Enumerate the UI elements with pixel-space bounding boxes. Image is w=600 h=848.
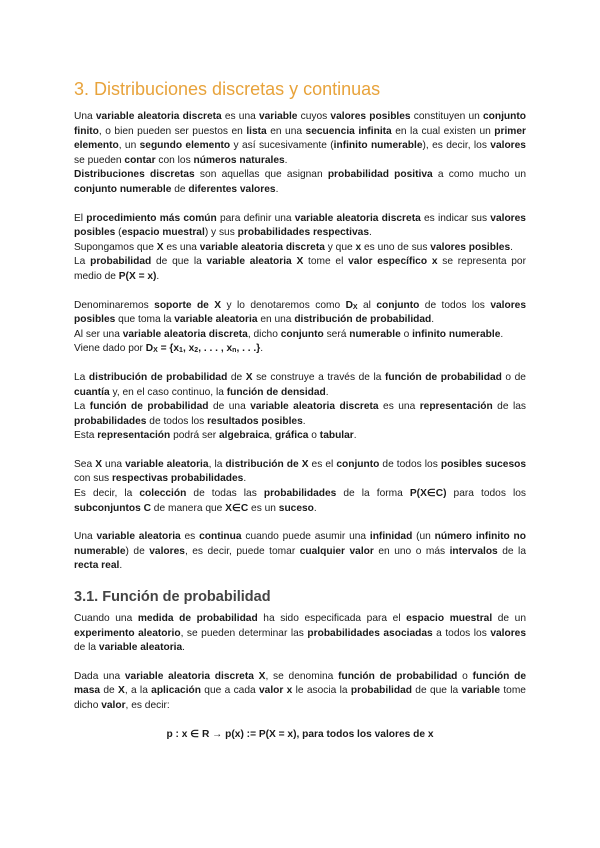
bold-term: conjunto finito bbox=[74, 111, 526, 137]
text-run: , o bien pueden ser puestos en bbox=[98, 125, 247, 137]
text-run: . bbox=[156, 270, 160, 282]
text-run: de todas las bbox=[186, 488, 264, 500]
text-run: para definir una bbox=[216, 212, 295, 224]
text-run: . bbox=[302, 415, 306, 427]
bold-term: conjunto bbox=[376, 299, 420, 311]
text-run: . bbox=[500, 328, 504, 340]
bold-term: X bbox=[245, 371, 253, 383]
text-run: a como mucho un bbox=[432, 169, 526, 181]
text-run: cuando puede asumir una bbox=[241, 531, 370, 543]
text-run: . bbox=[275, 183, 279, 195]
bold-term: x bbox=[355, 241, 362, 253]
bold-term: X∈C bbox=[225, 502, 249, 514]
bold-term: D bbox=[145, 343, 154, 355]
bold-term: variable aleatoria bbox=[98, 642, 183, 654]
text-run: podrá ser bbox=[170, 430, 219, 442]
text-run: ha sido especificada para el bbox=[257, 613, 407, 625]
text-run: , bbox=[269, 430, 276, 442]
text-run: es el bbox=[308, 458, 337, 470]
text-run: de todos los bbox=[379, 458, 441, 470]
bold-term: función de probabilidad bbox=[384, 371, 502, 383]
bold-term: infinito numerable bbox=[333, 140, 423, 152]
text-run: . bbox=[119, 560, 123, 572]
subsection-title: 3.1. Función de probabilidad bbox=[74, 589, 271, 606]
text-run: de bbox=[171, 183, 189, 195]
text-run: Cuando una bbox=[74, 613, 138, 625]
text-run: , es decir: bbox=[125, 700, 170, 711]
bold-term: función de densidad bbox=[226, 386, 326, 398]
text-run: ) y sus bbox=[204, 227, 238, 239]
text-run: en una bbox=[266, 125, 306, 137]
bold-term: , x bbox=[182, 343, 195, 355]
text-run: en una bbox=[257, 314, 295, 326]
text-run: Una bbox=[74, 111, 96, 122]
formula: p : x ∈ R → p(x) := P(X = x), para todos los valores de x bbox=[166, 728, 434, 740]
bold-term: valores bbox=[490, 140, 526, 152]
text-run: con sus bbox=[74, 473, 112, 485]
bold-term: valores bbox=[490, 627, 527, 639]
bold-term: variable aleatoria discreta bbox=[122, 328, 248, 340]
bold-term: continua bbox=[199, 531, 242, 543]
bold-term: variable aleatoria bbox=[96, 531, 181, 543]
bold-term: conjunto bbox=[336, 458, 380, 470]
bold-term: variable bbox=[461, 685, 501, 697]
paragraph bbox=[74, 612, 526, 656]
bold-term: resultados posibles bbox=[207, 415, 303, 427]
text-run: que a cada bbox=[201, 685, 259, 697]
bold-term: conjunto bbox=[280, 328, 324, 340]
bold-term: probabilidades asociadas bbox=[307, 627, 433, 639]
bold-term: , . . . , x bbox=[198, 343, 233, 355]
text-run: . bbox=[510, 241, 513, 253]
bold-term: distribución de probabilidad bbox=[88, 371, 228, 383]
bold-term: = {x bbox=[157, 343, 180, 355]
text-run: , a la bbox=[124, 685, 152, 697]
text-run: y lo denotaremos como bbox=[221, 299, 346, 311]
text-run: Dada una bbox=[74, 670, 125, 682]
text-run: y así sucesivamente ( bbox=[230, 140, 334, 152]
text-run: (un bbox=[412, 531, 435, 543]
bold-term: secuencia infinita bbox=[305, 125, 392, 137]
text-run: de bbox=[100, 685, 119, 697]
text-run: y, en el caso continuo, la bbox=[109, 386, 227, 398]
text-run: de todos los bbox=[146, 415, 208, 427]
text-run: . bbox=[260, 343, 264, 355]
text-run: o bbox=[308, 430, 320, 442]
text-run: se construye a través de la bbox=[252, 371, 385, 383]
bold-term: variable aleatoria discreta bbox=[199, 241, 325, 253]
bold-term: valores posibles bbox=[74, 212, 526, 239]
text-run: de las bbox=[492, 401, 526, 413]
paragraph bbox=[74, 299, 526, 357]
text-run: al bbox=[357, 299, 377, 311]
bold-term: espacio muestral bbox=[406, 613, 493, 625]
text-run: ), es decir, los bbox=[422, 140, 491, 152]
text-run: es uno de sus bbox=[361, 241, 431, 253]
bold-term: probabilidad bbox=[90, 256, 152, 268]
bold-term: tabular bbox=[319, 430, 354, 442]
text-run: o bbox=[457, 670, 473, 682]
text-run: cuyos bbox=[297, 111, 331, 122]
text-run: de una bbox=[208, 401, 251, 413]
text-run: o de bbox=[501, 371, 526, 383]
bold-term: suceso bbox=[278, 502, 314, 514]
text-run: para todos los bbox=[446, 488, 526, 500]
bold-term: n bbox=[232, 347, 237, 355]
bold-term: variable aleatoria discreta bbox=[294, 212, 421, 224]
bold-term: 2 bbox=[194, 347, 199, 355]
text-run: de que la bbox=[412, 685, 462, 697]
text-run: de manera que bbox=[150, 502, 226, 514]
text-run: de todos los bbox=[419, 299, 491, 311]
text-run: de la bbox=[497, 545, 526, 557]
section-body bbox=[74, 110, 526, 574]
bold-term: procedimiento más común bbox=[86, 212, 217, 224]
bold-term: diferentes valores bbox=[188, 183, 276, 195]
text-run: , es decir, puede tomar bbox=[184, 545, 300, 557]
text-run: le asocia la bbox=[292, 685, 351, 697]
bold-term: medida de probabilidad bbox=[137, 613, 258, 625]
text-run: es bbox=[180, 531, 200, 543]
bold-term: representación bbox=[419, 401, 493, 413]
bold-term: cualquier valor bbox=[299, 545, 374, 557]
bold-term: variable aleatoria bbox=[174, 314, 258, 326]
text-run: de la forma bbox=[336, 488, 410, 500]
text-run: o bbox=[400, 328, 413, 340]
text-run: . bbox=[313, 502, 317, 514]
bold-term: probabilidad bbox=[350, 685, 412, 697]
bold-term: conjunto numerable bbox=[74, 183, 172, 195]
text-run: en uno o más bbox=[373, 545, 450, 557]
text-run: La bbox=[74, 256, 91, 268]
bold-term: variable aleatoria discreta bbox=[95, 111, 222, 122]
bold-term: probabilidades bbox=[74, 415, 147, 427]
bold-term: cuantía bbox=[74, 386, 110, 398]
text-run: es un bbox=[248, 502, 279, 514]
paragraph bbox=[74, 110, 526, 198]
text-run: será bbox=[323, 328, 350, 340]
text-run: que toma la bbox=[115, 314, 175, 326]
text-run: son aquellas que asignan bbox=[194, 169, 328, 181]
bold-term: variable bbox=[258, 111, 298, 122]
bold-term: infinidad bbox=[369, 531, 413, 543]
bold-term: experimento aleatorio bbox=[74, 627, 181, 639]
bold-term: gráfica bbox=[275, 430, 309, 442]
bold-term: colección bbox=[139, 488, 187, 500]
bold-term: Distribuciones discretas bbox=[74, 169, 195, 181]
bold-term: , . . .} bbox=[236, 343, 261, 355]
text-run: , dicho bbox=[247, 328, 281, 340]
text-run: Una bbox=[74, 531, 97, 543]
text-run: , se pueden determinar las bbox=[180, 627, 308, 639]
text-run: Supongamos que bbox=[74, 241, 157, 253]
bold-term: variable aleatoria X bbox=[206, 256, 304, 268]
bold-term: X bbox=[153, 347, 158, 355]
bold-term: función de probabilidad bbox=[89, 401, 209, 413]
bold-term: distribución de X bbox=[225, 458, 309, 470]
text-run: se pueden bbox=[74, 154, 125, 166]
text-run: . bbox=[284, 154, 288, 166]
bold-term: número infinito no numerable bbox=[74, 531, 527, 557]
paragraph bbox=[74, 371, 526, 444]
bold-term: segundo elemento bbox=[139, 140, 231, 152]
text-run: constituyen un bbox=[410, 111, 483, 122]
text-run: . bbox=[182, 642, 186, 654]
text-run: tome dicho bbox=[74, 685, 526, 711]
bold-term: D bbox=[345, 299, 353, 311]
bold-term: probabilidades bbox=[263, 488, 337, 500]
text-run: La bbox=[74, 401, 90, 413]
bold-term: función de masa bbox=[74, 670, 527, 697]
text-run: tome el bbox=[303, 256, 349, 268]
text-run: Al ser una bbox=[74, 328, 123, 340]
subsection-body bbox=[74, 612, 526, 714]
bold-term: distribución de probabilidad bbox=[294, 314, 432, 326]
text-run: , la bbox=[208, 458, 226, 470]
bold-term: posibles sucesos bbox=[440, 458, 526, 470]
bold-term: respectivas probabilidades bbox=[111, 473, 244, 485]
bold-term: contar bbox=[124, 154, 156, 166]
bold-term: valor bbox=[101, 700, 126, 711]
text-run: con los bbox=[155, 154, 194, 166]
text-run: . bbox=[243, 473, 247, 485]
text-run: , se denomina bbox=[265, 670, 339, 682]
bold-term: variable aleatoria discreta X bbox=[124, 670, 266, 682]
bold-term: valor x bbox=[259, 685, 293, 697]
bold-term: soporte de X bbox=[154, 299, 222, 311]
text-run: . bbox=[431, 314, 435, 326]
bold-term: valor específico x bbox=[348, 256, 438, 268]
text-run: ) de bbox=[125, 545, 150, 557]
text-run: una bbox=[101, 458, 126, 470]
text-run: , un bbox=[118, 140, 140, 152]
text-run: . bbox=[369, 227, 372, 239]
bold-term: números naturales bbox=[193, 154, 285, 166]
text-run: a todos los bbox=[432, 627, 491, 639]
text-run: de un bbox=[492, 613, 526, 625]
paragraph bbox=[74, 458, 526, 516]
text-run: La bbox=[74, 371, 89, 383]
bold-term: X bbox=[95, 458, 102, 470]
bold-term: variable aleatoria discreta bbox=[250, 401, 379, 413]
bold-term: lista bbox=[246, 125, 267, 137]
text-run: . bbox=[325, 386, 329, 398]
text-run: en la cual existen un bbox=[391, 125, 495, 137]
text-run: es una bbox=[221, 111, 259, 122]
bold-term: infinito numerable bbox=[412, 328, 501, 340]
bold-term: valores posibles bbox=[330, 111, 411, 122]
bold-term: aplicación bbox=[151, 685, 201, 697]
bold-term: subconjuntos C bbox=[74, 502, 151, 514]
bold-term: representación bbox=[97, 430, 171, 442]
bold-term: recta real bbox=[74, 560, 120, 572]
bold-term: P(X∈C) bbox=[409, 488, 447, 500]
bold-term: valores bbox=[149, 545, 185, 557]
text-run: ( bbox=[115, 227, 122, 239]
text-run: El bbox=[74, 212, 87, 224]
bold-term: primer elemento bbox=[74, 125, 526, 152]
text-run: se representa por medio de bbox=[74, 256, 526, 282]
text-run: de bbox=[227, 371, 246, 383]
bold-term: intervalos bbox=[449, 545, 498, 557]
bold-term: X bbox=[352, 303, 358, 311]
text-run: Esta bbox=[74, 430, 98, 442]
text-run: de que la bbox=[151, 256, 207, 268]
paragraph bbox=[74, 670, 526, 714]
paragraph bbox=[74, 212, 526, 285]
text-run: de la bbox=[74, 642, 99, 654]
paragraph bbox=[74, 530, 526, 574]
text-run: Es decir, la bbox=[74, 488, 140, 500]
text-run: es indicar sus bbox=[420, 212, 491, 224]
text-run: y que bbox=[324, 241, 356, 253]
bold-term: numerable bbox=[349, 328, 401, 340]
bold-term: espacio muestral bbox=[121, 227, 205, 239]
text-run: es una bbox=[163, 241, 200, 253]
bold-term: X bbox=[156, 241, 164, 253]
bold-term: variable aleatoria bbox=[125, 458, 209, 470]
text-run: es una bbox=[378, 401, 420, 413]
text-run: . bbox=[353, 430, 357, 442]
section-title: 3. Distribuciones discretas y continuas bbox=[74, 79, 381, 99]
bold-term: valores posibles bbox=[430, 241, 511, 253]
text-run: Sea bbox=[74, 458, 96, 470]
bold-term: 1 bbox=[179, 347, 183, 355]
text-run: Denominaremos bbox=[74, 299, 155, 311]
bold-term: probabilidad positiva bbox=[327, 169, 433, 181]
bold-term: P(X = x) bbox=[118, 270, 157, 282]
bold-term: X bbox=[118, 685, 125, 697]
bold-term: valores posibles bbox=[74, 299, 527, 326]
text-run: Viene dado por bbox=[74, 343, 146, 355]
bold-term: algebraica bbox=[218, 430, 270, 442]
bold-term: función de probabilidad bbox=[338, 670, 458, 682]
bold-term: probabilidades respectivas bbox=[237, 227, 370, 239]
